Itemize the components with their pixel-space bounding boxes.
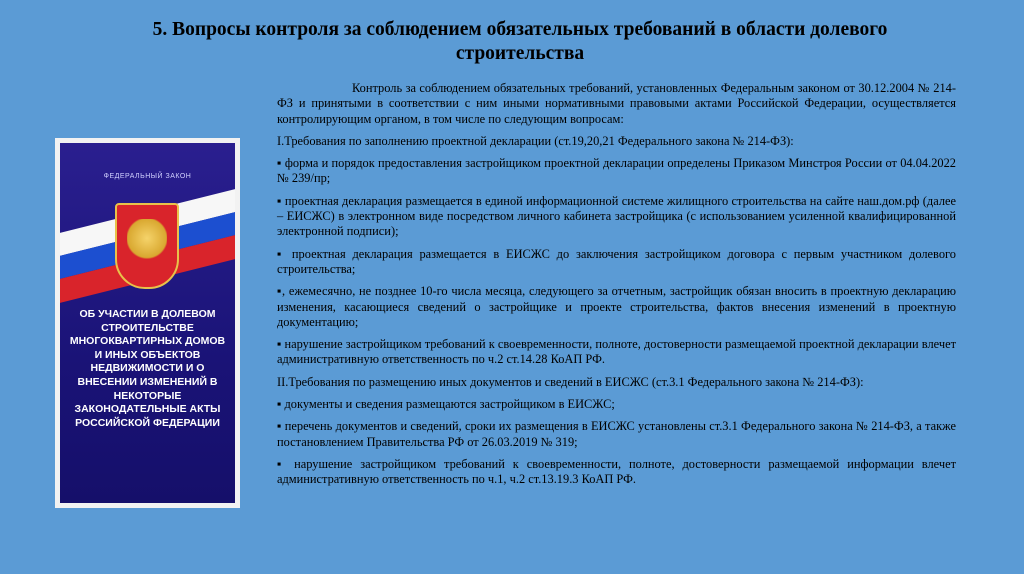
slide-title: 5. Вопросы контроля за соблюдением обязательных требований в области долевого строительства — [152, 19, 888, 64]
bullet-item: ▪ форма и порядок предоставления застройщиком проектной декларации определены Приказом Минстроя России от 04.04.2022 № 239/пр; — [277, 156, 956, 186]
book-cover-title: ОБ УЧАСТИИ В ДОЛЕВОМ СТРОИТЕЛЬСТВЕ МНОГОКВАРТИРНЫХ ДОМОВ И ИНЫХ ОБЪЕКТОВ НЕДВИЖИМОСТИ И О ВНЕСЕНИИ ИЗМЕНЕНИЙ В НЕКОТОРЫЕ ЗАКОНОДАТЕЛЬНЫЕ АКТЫ РОССИЙСКОЙ ФЕДЕРАЦИИ — [69, 308, 226, 429]
bullet-item: ▪ нарушение застройщиком требований к своевременности, полноте, достоверности размещаемой проектной декларации влечет административную ответственность по ч.2 ст.14.28 КоАП РФ. — [277, 337, 956, 367]
bullet-item: ▪ нарушение застройщиком требований к своевременности, полноте, достоверности размещаемой информации влечет административную ответственность по ч.1, ч.2 ст.13.19.3 КоАП РФ. — [277, 456, 956, 487]
bullet-item: ▪ перечень документов и сведений, сроки их размещения в ЕИСЖС установлены ст.3.1 Федерального закона № 214-ФЗ, а также постановлением Правительства РФ от 26.03.2019 № 319; — [277, 419, 956, 449]
book-header: ФЕДЕРАЛЬНЫЙ ЗАКОН — [103, 173, 192, 180]
coat-of-arms-icon — [115, 203, 179, 289]
intro-paragraph: Контроль за соблюдением обязательных требований, установленных Федеральным законом от 30.12.2004 № 214-ФЗ и принятыми в соответствии с ним иными нормативными правовыми актами Российской Федерации, осуществляется контролирующим органом, в том числе по следующим вопросам: — [277, 81, 956, 126]
eagle-icon — [127, 219, 167, 267]
book-cover-inner — [60, 143, 235, 503]
section-heading-1: I.Требования по заполнению проектной декларации (ст.19,20,21 Федерального закона № 214-ФЗ): — [277, 133, 794, 148]
section-heading-2: II.Требования по размещению иных документов и сведений в ЕИСЖС (ст.3.1 Федерального закона № 214-ФЗ): — [277, 374, 864, 389]
law-book-cover — [55, 138, 240, 508]
bullet-item: ▪ проектная декларация размещается в ЕИСЖС до заключения застройщиком договора с первым участником долевого строительства; — [277, 246, 956, 276]
bullet-item: ▪ проектная декларация размещается в единой информационной системе жилищного строительства на сайте наш.дом.рф (далее – ЕИСЖС) в электронном виде посредством личного кабинета застройщика (с использованием усиленной квалифицированной электронной подписи); — [277, 193, 956, 239]
content-body — [277, 81, 956, 495]
bullet-item: ▪ документы и сведения размещаются застройщиком в ЕИСЖС; — [277, 397, 615, 412]
bullet-item: ▪, ежемесячно, не позднее 10-го числа месяца, следующего за отчетным, застройщик обязан вносить в проектную декларацию изменения, касающиеся сведений о застройщике и проекте строительства, фактов внесения изменений в проектную документацию; — [277, 284, 956, 329]
